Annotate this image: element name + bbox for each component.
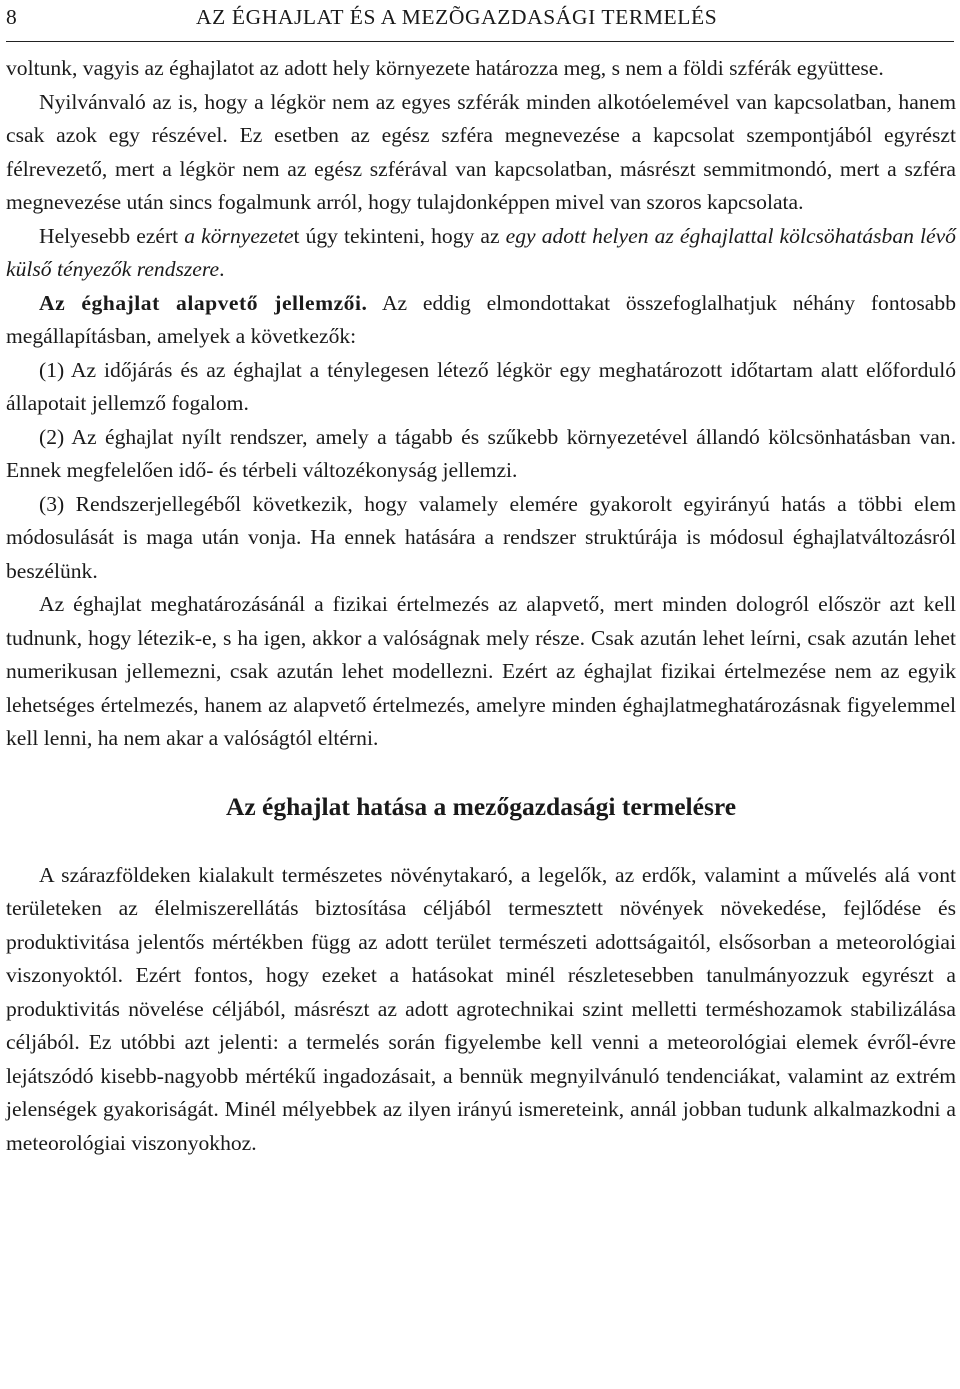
list-item: (1) Az időjárás és az éghajlat a ténylegesen létező légkör egy meghatározott időtartam alatt előforduló állapotait jellemző fogalom. [6,357,956,415]
paragraph: Nyilvánvaló az is, hogy a légkör nem az egyes szférák minden alkotóelemével van kapcsolatban, hanem csak azok egy részével. Ez esetben az egész szféra megnevezése a kapcsolat szempontjából egyrészt félrevezető, mert a légkör nem az egész szférával van kapcsolatban, másrészt semmitmondó, mert a szféra megnevezése után sincs fogalmunk arról, hogy tulajdonképpen mivel van szoros kapcsolata. [6,89,956,214]
text-run: Az eddig elmondottakat összefoglalhatjuk néhány fontosabb megállapításban, amelyek a következők: [6,290,956,348]
running-title: AZ ÉGHAJLAT ÉS A MEZÕGAZDASÁGI TERMELÉS [196,5,718,29]
paragraph [6,220,956,287]
text-run: . [219,257,225,281]
list-item: (2) Az éghajlat nyílt rendszer, amely a tágabb és szűkebb környezetével állandó kölcsönhatásban van. Ennek megfelelően idő- és térbeli változékonyság jellemzi. [6,424,956,482]
text-run: Helyesebb ezért [39,223,185,248]
list-item: (3) Rendszerjellegéből következik, hogy valamely elemére gyakorolt egyirányú hatás a többi elem módosulását is maga után vonja. Ha ennek hatására a rendszer struktúrája is módosul éghajlatváltozásról beszélünk. [6,491,956,583]
emphasis-definition: egy adott helyen az éghajlattal kölcsöhatásban lévő külső tényezők rendszere [6,223,956,281]
text-run: t úgy tekinteni, hogy az [293,223,506,248]
page-header [6,2,956,32]
section-title: Az éghajlat hatása a mezőgazdasági termelésre [225,791,737,821]
emphasis-term: a környezete [184,223,294,248]
paragraph [6,287,956,354]
page-number: 8 [6,5,17,29]
body-text [6,52,956,1160]
paragraph: Az éghajlat meghatározásánál a fizikai értelmezés az alapvető, mert minden dologról először azt kell tudnunk, hogy létezik-e, s ha igen, akkor a valóságnak mely része. Csak azután lehet leírni, csak azután lehet numerikusan jellemezni, csak azután lehet modellezni. Ezért az éghajlat fizikai értelmezése nem az egyik lehetséges értelmezés, hanem az alapvető értelmezés, amelyre minden éghajlatmeghatározásnak figyelemmel kell lenni, ha nem akar a valóságtól eltérni. [6,592,956,750]
paragraph: voltunk, vagyis az éghajlatot az adott hely környezete határozza meg, s nem a földi szférák együttese. [6,56,884,80]
inline-heading: Az éghajlat alapvető jellemzői. [39,290,368,315]
header-rule [6,41,954,42]
paragraph: A szárazföldeken kialakult természetes növénytakaró, a legelők, az erdők, valamint a művelés alá vont területeken az élelmiszerellátás biztosítása céljából termesztett növények növekedése, fejlődése és produktivitása jelentős mértékben függ az adott terület természeti adottságaitól, elsősorban a meteorológiai viszonyoktól. Ezért fontos, hogy ezeket a hatásokat minél részletesebben tanulmányozzuk egyrészt a produktivitás növelése céljából, másrészt az adott agrotechnikai szint melletti terméshozamok stabilizálása céljából. Ez utóbbi azt jelenti: a termelés során figyelembe kell venni a meteorológiai elemek évről-évre lejátszódó kisebb-nagyobb mértékű ingadozásait, a bennük megnyilvánuló tendenciákat, valamint az extrém jelenségek gyakoriságát. Minél mélyebbek az ilyen irányú ismereteink, annál jobban tudunk alkalmazkodni a meteorológiai viszonyokhoz. [6,862,956,1155]
